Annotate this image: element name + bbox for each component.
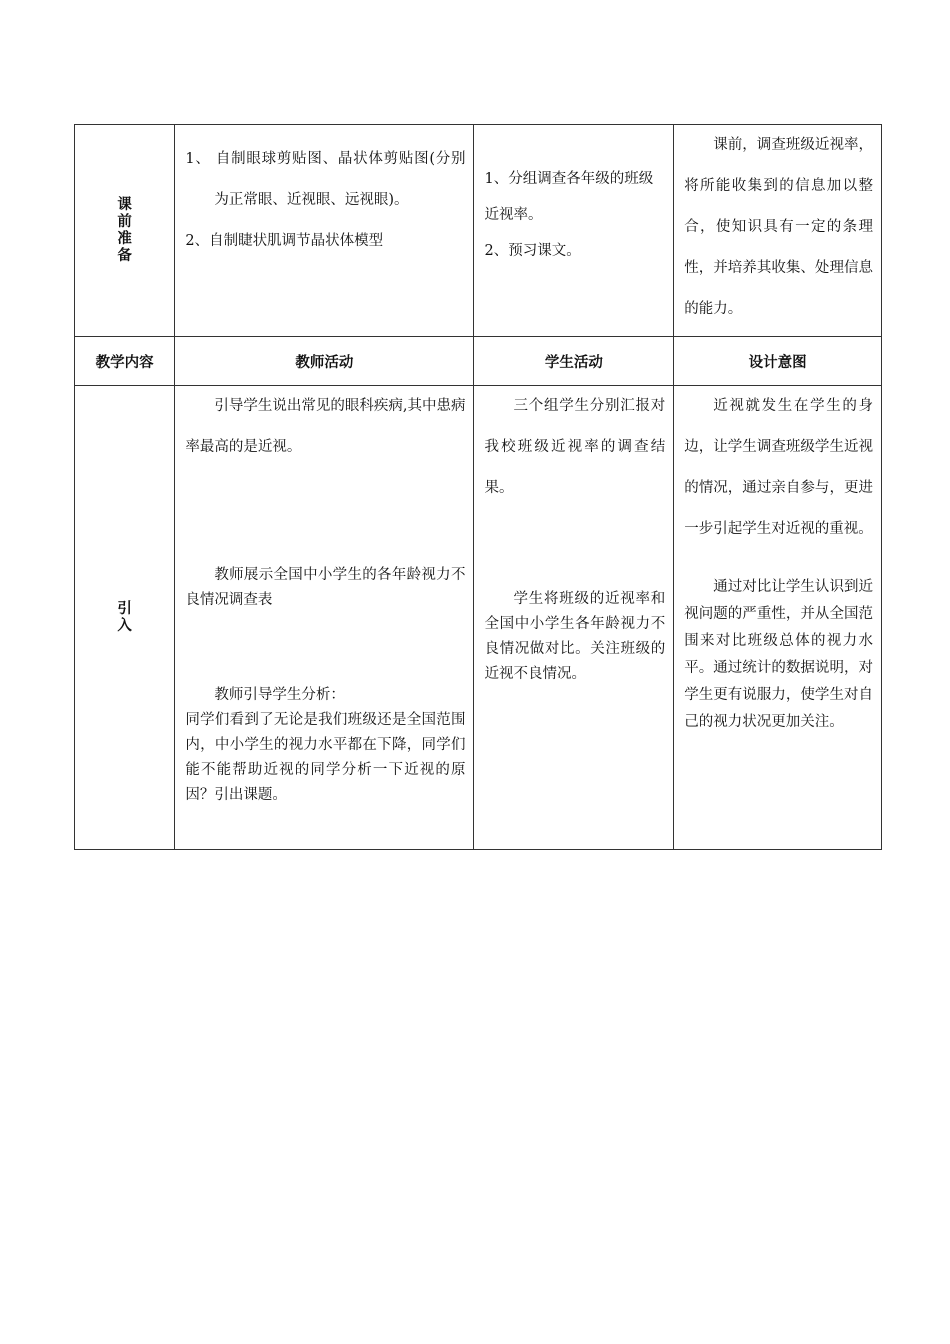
intro-student-p2: 学生将班级的近视率和全国中小学生各年龄视力不良情况做对比。关注班级的近视不良情况。 <box>484 591 666 682</box>
intro-label <box>75 386 175 850</box>
header-row <box>75 337 882 386</box>
intro-intent-cell <box>674 386 882 850</box>
prep-intent-cell <box>674 125 882 337</box>
header-content: 教学内容 <box>75 337 175 386</box>
header-teacher: 教师活动 <box>175 337 474 386</box>
prep-label-char: 课 <box>117 196 132 213</box>
header-intent: 设计意图 <box>674 337 882 386</box>
intro-row <box>75 386 882 850</box>
prep-teacher-item: 1、 自制眼球剪贴图、晶状体剪贴图(分别为正常眼、近视眼、远视眼)。 <box>185 151 466 208</box>
intro-teacher-p3-title: 教师引导学生分析： <box>214 687 345 703</box>
prep-teacher-item: 2、自制睫状肌调节晶状体模型 <box>185 233 384 249</box>
intro-label-char: 入 <box>117 617 132 634</box>
intro-teacher-cell <box>175 386 474 850</box>
intro-label-char: 引 <box>117 600 132 617</box>
prep-student-item: 1、分组调查各年级的班级近视率。 <box>484 171 654 223</box>
intro-student-p1: 三个组学生分别汇报对我校班级近视率的调查结果。 <box>484 398 666 496</box>
intro-student-cell <box>474 386 674 850</box>
prep-label-char: 备 <box>117 247 132 264</box>
prep-intent-text: 课前，调查班级近视率，将所能收集到的信息加以整合，使知识具有一定的条理性，并培养其收集、处理信息的能力。 <box>684 137 873 317</box>
prep-label-char: 前 <box>117 213 132 230</box>
intro-intent-p2: 通过对比让学生认识到近视问题的严重性，并从全国范围来对比班级总体的视力水平。通过统计的数据说明，对学生更有说服力，使学生对自己的视力状况更加关注。 <box>684 579 873 730</box>
prep-student-cell <box>474 125 674 337</box>
header-student: 学生活动 <box>474 337 674 386</box>
prep-label <box>75 125 175 337</box>
prep-label-char: 准 <box>117 230 132 247</box>
intro-teacher-p2: 教师展示全国中小学生的各年龄视力不良情况调查表 <box>185 567 466 608</box>
intro-intent-p1: 近视就发生在学生的身边，让学生调查班级学生近视的情况，通过亲自参与，更进一步引起学生对近视的重视。 <box>684 398 873 537</box>
prep-teacher-cell <box>175 125 474 337</box>
lesson-plan-table <box>74 124 882 850</box>
intro-teacher-p1: 引导学生说出常见的眼科疾病,其中患病率最高的是近视。 <box>185 398 466 455</box>
prep-row <box>75 125 882 337</box>
intro-teacher-p3-body: 同学们看到了无论是我们班级还是全国范围内，中小学生的视力水平都在下降，同学们能不能帮助近视的同学分析一下近视的原因？引出课题。 <box>185 712 466 803</box>
prep-student-item: 2、预习课文。 <box>484 243 581 259</box>
